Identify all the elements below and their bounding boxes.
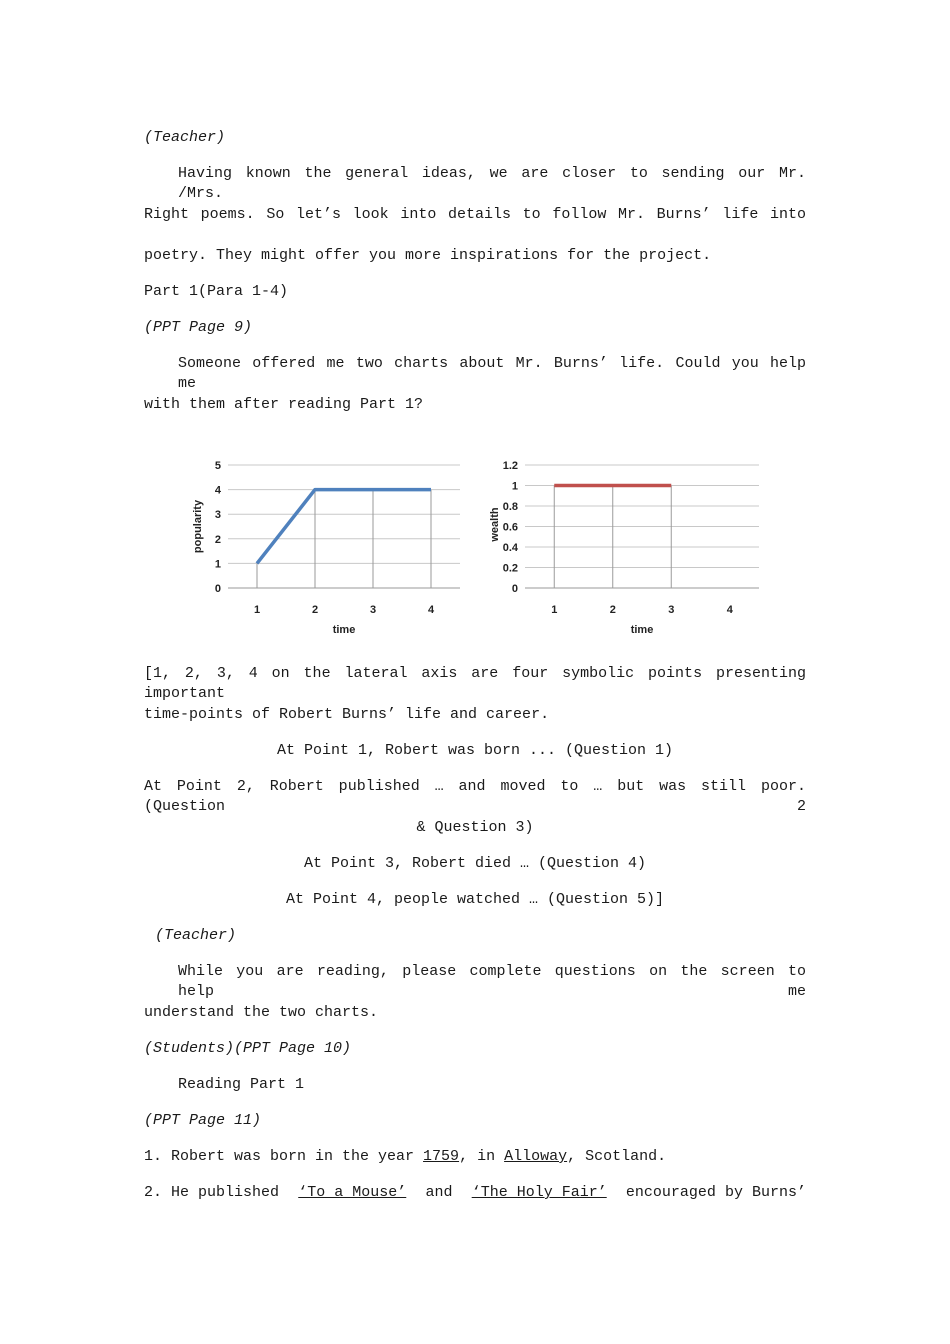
answer-place: Alloway	[504, 1148, 568, 1165]
chart2-ytick-label: 0	[511, 583, 518, 595]
chart1-ytick-label: 3	[214, 509, 221, 522]
question-1-suffix: , Scotland.	[567, 1148, 667, 1165]
speaker-teacher-2: (Teacher)	[155, 927, 237, 944]
ppt-page-11-label: (PPT Page 11)	[144, 1112, 262, 1129]
chart2-xtick-label: 3	[668, 604, 675, 616]
point1-text: At Point 1, Robert was born ... (Question 1)	[276, 742, 674, 759]
chart1-ytick-label: 4	[214, 484, 221, 497]
charts-figure	[144, 440, 806, 650]
note-line1: [1, 2, 3, 4 on the lateral axis are four symbolic points presenting important	[144, 665, 806, 702]
question-1	[144, 1147, 806, 1167]
chart1-xtick-label: 3	[369, 604, 377, 616]
answer-poem-2: ‘The Holy Fair’	[471, 1184, 607, 1201]
paragraph-intro-line1: Having known the general ideas, we are closer to sending our Mr. /Mrs.	[178, 165, 806, 202]
chart1-xtick-label: 4	[427, 604, 435, 616]
section-heading-part1: Part 1(Para 1-4)	[144, 283, 289, 300]
chart2-y-axis-title: wealth	[489, 507, 501, 542]
chart2-ytick-label: 1	[511, 480, 518, 493]
question-2-and: and	[425, 1184, 453, 1201]
question-2-suffix: encouraged by Burns’	[625, 1184, 806, 1201]
note-line2: time-points of Robert Burns’ life and career.	[144, 706, 550, 723]
point2-text-line2: & Question 3)	[416, 819, 534, 836]
chart1-x-axis-title: time	[332, 624, 356, 636]
point3-text: At Point 3, Robert died … (Question 4)	[303, 855, 647, 872]
answer-year: 1759	[423, 1148, 460, 1165]
chart1-y-axis-title: popularity	[192, 499, 204, 554]
speaker-students: (Students)(PPT Page 10)	[144, 1040, 352, 1057]
question-2-prefix: 2. He published	[144, 1184, 280, 1201]
answer-poem-1: ‘To a Mouse’	[298, 1184, 407, 1201]
chart1-ytick-label: 1	[214, 558, 221, 571]
chart1-xtick-label: 2	[311, 604, 319, 616]
chart1-ytick-label: 0	[214, 583, 221, 595]
chart1-ytick-label: 2	[214, 533, 221, 546]
paragraph-charts-line2: with them after reading Part 1?	[144, 396, 424, 413]
reading-part1-label: Reading Part 1	[178, 1076, 305, 1093]
chart2-xtick-label: 4	[726, 604, 733, 616]
question-1-mid: , in	[459, 1148, 505, 1165]
chart2-x-axis-title: time	[630, 624, 654, 636]
chart2-ytick-label: 0.4	[502, 542, 518, 554]
point4-text: At Point 4, people watched … (Question 5)]	[285, 891, 665, 908]
paragraph-intro-line3: poetry. They might offer you more inspirations for the project.	[144, 247, 712, 264]
chart2-xtick-label: 1	[551, 604, 558, 616]
chart1-series-line	[257, 490, 431, 564]
chart2-xtick-label: 2	[609, 604, 616, 616]
paragraph-charts-line1: Someone offered me two charts about Mr. Burns’ life. Could you help me	[178, 355, 806, 392]
paragraph-intro-line2: Right poems. So let’s look into details to follow Mr. Burns’ life into	[144, 206, 806, 223]
chart2-ytick-label: 0.2	[502, 562, 518, 575]
paragraph-reading-line1: While you are reading, please complete questions on the screen to help me	[178, 963, 806, 1000]
point2-text-line1: At Point 2, Robert published … and moved to … but was still poor. (Question 2	[144, 778, 806, 815]
question-2	[144, 1183, 806, 1203]
chart2-ytick-label: 1.2	[502, 460, 518, 472]
chart2-ytick-label: 0.6	[502, 521, 518, 534]
chart1-ytick-label: 5	[214, 460, 221, 472]
speaker-teacher: (Teacher)	[144, 129, 226, 146]
question-1-prefix: 1. Robert was born in the year	[144, 1148, 424, 1165]
ppt-page-label: (PPT Page 9)	[144, 319, 253, 336]
chart1-xtick-label: 1	[253, 604, 261, 616]
paragraph-reading-line2: understand the two charts.	[144, 1004, 379, 1021]
chart2-ytick-label: 0.8	[502, 501, 518, 513]
